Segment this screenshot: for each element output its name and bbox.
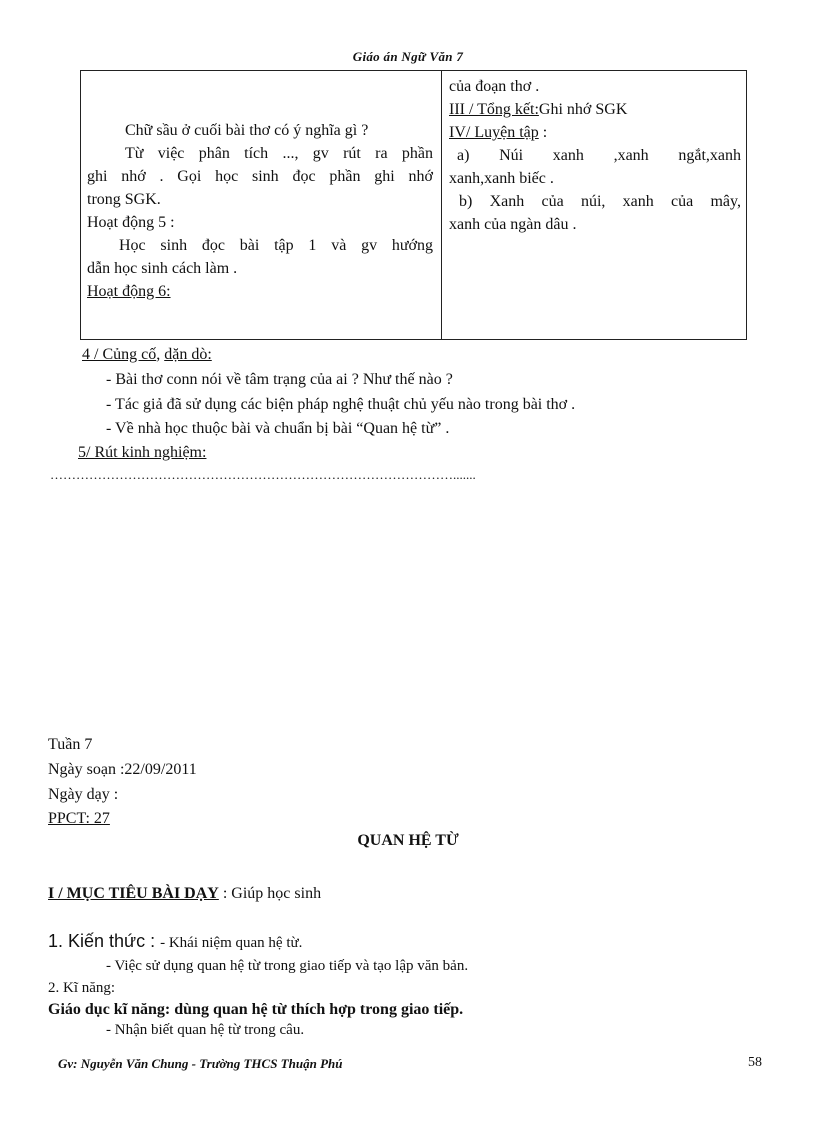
tong-ket-text: Ghi nhớ SGK bbox=[538, 101, 628, 118]
ngay-soan-line: Ngày soạn :22/09/2011 bbox=[48, 761, 197, 778]
rut-kinh-nghiem-heading: 5/ Rút kinh nghiệm: bbox=[78, 444, 207, 461]
ngay-day-line: Ngày dạy : bbox=[48, 786, 119, 803]
cung-co-heading bbox=[82, 343, 212, 366]
dotted-line: …………………………………………………………………………………....... bbox=[50, 467, 476, 482]
table-column-divider bbox=[441, 71, 442, 339]
tong-ket-label: III / Tổng kết: bbox=[449, 101, 539, 118]
table-right-cell bbox=[449, 75, 741, 236]
muc-tieu-line bbox=[48, 882, 321, 905]
left-line: Từ việc phân tích ..., gv rút ra phần bbox=[125, 145, 433, 162]
answer-b-line1: b) Xanh của núi, xanh của mây, bbox=[459, 193, 741, 210]
kien-thuc-text: - Khái niệm quan hệ từ. bbox=[160, 935, 303, 951]
kien-thuc-item: - Việc sử dụng quan hệ từ trong giao tiếp và tạo lập văn bản. bbox=[106, 958, 469, 974]
answer-a-line1: a) Núi xanh ,xanh ngắt,xanh bbox=[457, 147, 741, 164]
dan-do-label: dặn dò: bbox=[164, 346, 212, 363]
hoat-dong-6-heading: Hoạt động 6: bbox=[87, 283, 171, 300]
luyen-tap-line bbox=[449, 121, 741, 144]
luyen-tap-label: IV/ Luyện tập bbox=[449, 124, 539, 141]
ki-nang-item: - Nhận biết quan hệ từ trong câu. bbox=[106, 1022, 305, 1038]
kien-thuc-label: 1. Kiến thức : bbox=[48, 931, 161, 951]
blank-line bbox=[87, 71, 433, 94]
cung-co-item: - Về nhà học thuộc bài và chuẩn bị bài “Quan hệ từ” . bbox=[106, 420, 450, 437]
lesson-table bbox=[80, 70, 747, 340]
luyen-tap-text: : bbox=[538, 124, 548, 141]
left-line: ghi nhớ . Gọi học sinh đọc phần ghi nhớ bbox=[87, 168, 433, 185]
footer-author: Gv: Nguyễn Văn Chung - Trường THCS Thuận Phú bbox=[58, 1056, 343, 1071]
answer-a-line2: xanh,xanh biếc . bbox=[449, 170, 554, 187]
cung-co-item: - Bài thơ conn nói về tâm trạng của ai ? Như thế nào ? bbox=[106, 371, 453, 388]
left-line: trong SGK. bbox=[87, 191, 161, 208]
answer-b-line2: xanh của ngàn dâu . bbox=[449, 216, 577, 233]
lesson-title: QUAN HỆ TỪ bbox=[357, 832, 459, 849]
left-line: dẫn học sinh cách làm . bbox=[87, 260, 238, 277]
muc-tieu-text: : Giúp học sinh bbox=[218, 885, 322, 902]
right-line: của đoạn thơ . bbox=[449, 78, 540, 95]
cung-co-item: - Tác giả đã sử dụng các biện pháp nghệ thuật chủ yếu nào trong bài thơ . bbox=[106, 396, 576, 413]
page-header: Giáo án Ngữ Văn 7 bbox=[352, 49, 464, 64]
ki-nang-bold: Giáo dục kĩ năng: dùng quan hệ từ thích hợp trong giao tiếp. bbox=[48, 1001, 464, 1018]
tong-ket-line bbox=[449, 98, 741, 121]
cung-co-label: 4 / Củng cố bbox=[82, 346, 157, 363]
muc-tieu-label: I / MỤC TIÊU BÀI DẠY bbox=[48, 885, 219, 902]
blank-line bbox=[87, 94, 433, 119]
page-number: 58 bbox=[748, 1055, 762, 1070]
hoat-dong-5-heading: Hoạt động 5 : bbox=[87, 214, 175, 231]
kien-thuc-line bbox=[48, 931, 302, 952]
left-line: Học sinh đọc bài tập 1 và gv hướng bbox=[119, 237, 433, 254]
left-line: Chữ sầu ở cuối bài thơ có ý nghĩa gì ? bbox=[125, 122, 369, 139]
table-left-cell bbox=[87, 71, 433, 303]
ki-nang-label: 2. Kĩ năng: bbox=[48, 980, 116, 996]
tuan-line: Tuần 7 bbox=[48, 736, 93, 753]
ppct-line: PPCT: 27 bbox=[48, 810, 110, 827]
cung-co-sep: , bbox=[156, 346, 165, 363]
